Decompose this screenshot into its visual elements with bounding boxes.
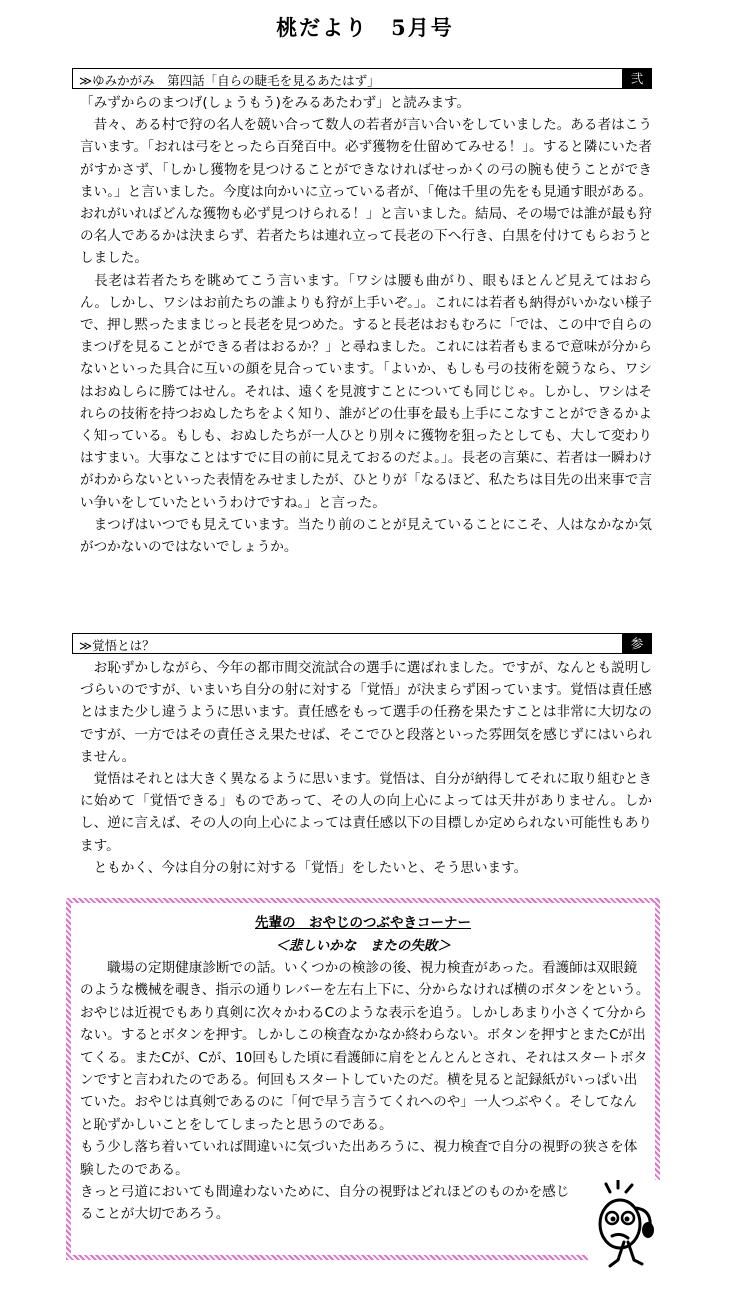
paragraph: 長老は若者たちを眺めてこう言います。「ワシは腰も曲がり、眼もほとんど見えてはおらん。しかし、ワシはお前たちの誰よりも狩が上手いぞ。」。これには若者も納得がいかない様子で、押し黙ったままじっと長老を見つめた。すると長老はおもむろに「では、この中で自らのまつげを見ることができる者はおるか？」と尋ねました。これには若者もまるで意味が分からないといった具合に互いの顔を見合っています。「よいか、もしも弓の技術を競うなら、ワシはおぬしらに勝てはせん。それは、遠くを見渡すことについても同じじゃ。しかし、ワシはそれらの技術を持つおぬしたちをよく知り、誰がどの仕事を最も上手にこなすことができるかよく知っている。もしも、おぬしたちが一人ひとり別々に獲物を狙ったとしても、大して変わりはすまい。大事なことはすでに目の前に見えておるのだよ。」。長老の言葉に、若者は一瞬わけがわからないといった表情をみせましたが、ひとりが「なるほど、私たちは目先の出来事で言い争いをしていたというわけですね。」と言った。: [80, 272, 652, 511]
section-heading: ≫ゆみかがみ 第四話「自らの睫毛を見るあたはず」: [79, 73, 380, 88]
section-header-kakugo: [72, 633, 652, 654]
corner-body: [80, 957, 650, 1226]
corner-title: 先輩の おやじのつぶやきコーナー: [255, 915, 471, 931]
section-body-kakugo: [80, 657, 652, 879]
paragraph: 昔々、ある村で狩の名人を競い合って数人の若者が言い合いをしていました。ある者はこう言います。「おれは弓をとったら百発百中。必ず獲物を仕留めてみせる！」。すると隣にいた者がすかさず、「しかし獲物を見つけることができなければせっかくの弓の腕も使うことができまい。」と言いました。今度は向かいに立っている者が、「俺は千里の先をも見通す眼がある。おれがいればどんな獲物も必ず見つけられる！」と言いました。結局、その場では誰が最も狩の名人であるかは決まらず、若者たちは連れ立って長老の下へ行き、白黒を付けてもらおうとしました。: [80, 117, 652, 267]
corner-subtitle: ＜悲しいかな またの失敗＞: [275, 938, 451, 954]
mascot-illustration: [588, 1180, 672, 1280]
paragraph: 覚悟はそれとは大きく異なるように思います。覚悟は、自分が納得してそれに取り組むときに始めて「覚悟できる」ものであって、その人の向上心によっては天井がありません。しかし、逆に言えば、その人の向上心によっては責任感以下の目標しか定められない可能性もあります。: [80, 771, 652, 854]
section-heading: ≫覚悟とは？: [79, 638, 155, 653]
paragraph: まつげはいつでも見えています。当たり前のことが見えていることにこそ、人はなかなか気がつかないのではないでしょうか。: [80, 516, 652, 556]
paragraph: お恥ずかしながら、今年の都市間交流試合の選手に選ばれました。ですが、なんとも説明しづらいのですが、いまいち自分の射に対する「覚悟」が決まらず困っています。覚悟は責任感とはまた少し違うように思います。責任感をもって選手の任務を果たすことは非常に大切なのですが、一方ではその責任さえ果たせば、そこでひと段落といった雰囲気を感じずにはいられません。: [80, 660, 652, 765]
section-body-yumikagami: [80, 92, 652, 558]
section-number-badge: 参: [622, 633, 652, 654]
oyaji-corner-box: [66, 898, 660, 1260]
paragraph: 「みずからのまつげ(しょうもう)をみるあたわず」と読みます。: [80, 95, 471, 111]
newsletter-title: 桃だより 5月号: [276, 15, 454, 40]
paragraph: もう少し落ち着いていれば間違いに気づいた出あろうに、視力検査で自分の視野の狭さを体験したのである。: [80, 1139, 638, 1178]
section-number-badge: 弐: [622, 68, 652, 89]
paragraph: きっと弓道においても間違わないために、自分の視野はどれほどのものかを感じることが大切であろう。: [80, 1184, 570, 1223]
worried-character-icon: [588, 1180, 672, 1280]
section-header-yumikagami: [72, 68, 652, 89]
paragraph: 職場の定期健康診断での話。いくつかの検診の後、視力検査があった。看護師は双眼鏡のような機械を覗き、指示の通りレバーを左右上下に、分からなければ横のボタンをという。おやじは近視でもあり真剣に次々かわるCのような表示を追う。しかしあまり小さくて分からない。するとボタンを押す。しかしこの検査なかなか終わらない。ボタンを押すとまたCが出てくる。またCが、Cが、10回もした頃に看護師に肩をとんとんとされ、それはスタートボタンですと言われたのである。何回もスタートしていたのだ。横を見ると記録紙がいっぱい出ていた。おやじは真剣であるのに「何で早う言うてくれへのや」一人つぶやく。そしてなんと恥ずかしいことをしてしまったと思うのである。: [80, 960, 650, 1133]
paragraph: ともかく、今は自分の射に対する「覚悟」をしたいと、そう思います。: [80, 859, 528, 876]
